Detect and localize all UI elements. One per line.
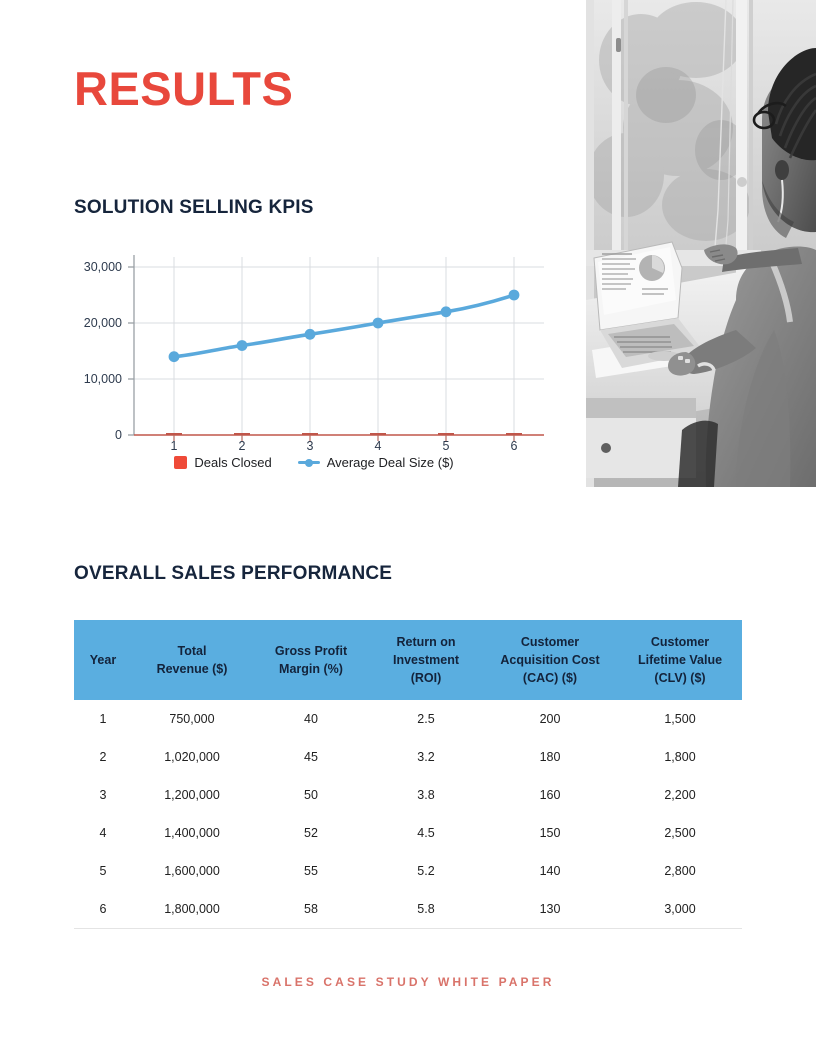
cell-clv: 3,000 xyxy=(618,890,742,929)
chart-gridlines-horizontal xyxy=(134,267,544,379)
legend-swatch-square-icon xyxy=(174,456,187,469)
chart-series-average-deal-size-line xyxy=(174,295,514,357)
table-row xyxy=(74,700,742,738)
legend-label-deals-closed: Deals Closed xyxy=(194,455,272,470)
chart-legend xyxy=(74,455,554,470)
column-header-gross-profit-margin xyxy=(252,620,370,700)
cell-roi: 4.5 xyxy=(417,826,435,841)
chart-x-tick-labels xyxy=(171,439,518,450)
cell-margin: 55 xyxy=(304,864,318,879)
chart-gridlines-vertical xyxy=(174,257,514,435)
x-tick-2: 2 xyxy=(238,439,246,450)
kpi-section-heading: SOLUTION SELLING KPIS xyxy=(74,197,314,218)
cell-year: 6 xyxy=(74,890,132,929)
x-tick-4: 4 xyxy=(374,439,382,450)
cell-margin: 40 xyxy=(304,712,318,727)
cell-revenue: 1,200,000 xyxy=(164,788,220,803)
cell-clv: 2,800 xyxy=(664,864,696,879)
table-header xyxy=(74,620,742,700)
cell-revenue: 1,800,000 xyxy=(132,890,252,929)
column-header-margin-line-2: Margin (%) xyxy=(279,662,343,677)
cell-roi: 3.2 xyxy=(417,750,435,765)
column-header-revenue-line-1: Total xyxy=(177,644,207,659)
table-row xyxy=(74,776,742,814)
solution-selling-kpis-chart xyxy=(74,245,554,500)
column-header-total-revenue xyxy=(132,620,252,700)
cell-revenue: 1,600,000 xyxy=(164,864,220,879)
cell-margin: 45 xyxy=(304,750,318,765)
x-tick-6: 6 xyxy=(510,439,518,450)
cell-year: 2 xyxy=(99,750,107,765)
cell-margin: 52 xyxy=(304,826,318,841)
column-header-customer-acquisition-cost xyxy=(482,620,618,700)
cell-clv: 1,800 xyxy=(664,750,696,765)
legend-item-average-deal-size[interactable] xyxy=(298,455,454,470)
column-header-cac-line-1: Customer xyxy=(520,635,580,649)
performance-section-heading: OVERALL SALES PERFORMANCE xyxy=(74,563,393,584)
chart-y-tick-labels xyxy=(84,260,122,442)
legend-label-average-deal-size: Average Deal Size ($) xyxy=(326,455,454,470)
x-tick-5: 5 xyxy=(442,439,450,450)
column-header-margin-line-1: Gross Profit xyxy=(274,644,348,659)
page-title: RESULTS xyxy=(74,62,294,115)
cell-year: 4 xyxy=(99,826,107,841)
overall-sales-performance-table-wrapper xyxy=(74,620,742,929)
y-tick-30000: 30,000 xyxy=(83,260,122,274)
hero-photo-illustration xyxy=(586,0,816,487)
column-header-customer-lifetime-value xyxy=(618,620,742,700)
cell-year: 5 xyxy=(99,864,107,879)
column-header-roi-line-2: Investment xyxy=(393,653,459,668)
cell-cac: 140 xyxy=(539,864,561,879)
chart-y-ticks xyxy=(128,267,134,435)
cell-roi: 3.8 xyxy=(417,788,435,803)
column-header-clv-line-2: Lifetime Value xyxy=(637,653,723,668)
y-tick-0: 0 xyxy=(115,428,122,442)
column-header-year xyxy=(74,620,132,700)
cell-cac: 200 xyxy=(539,712,561,727)
kpi-line-chart-svg xyxy=(74,245,554,450)
x-tick-3: 3 xyxy=(306,439,314,450)
table-body xyxy=(74,700,742,929)
table-header-row xyxy=(74,620,742,700)
legend-swatch-line-dot-icon xyxy=(298,456,320,469)
cell-revenue: 1,020,000 xyxy=(164,750,220,765)
y-tick-20000: 20,000 xyxy=(83,316,122,330)
column-header-roi-line-3: (ROI) xyxy=(410,671,442,686)
cell-roi: 5.8 xyxy=(370,890,482,929)
column-header-return-on-investment xyxy=(370,620,482,700)
legend-item-deals-closed[interactable] xyxy=(174,455,271,470)
cell-cac: 150 xyxy=(539,826,561,841)
x-tick-1: 1 xyxy=(170,439,178,450)
column-header-revenue-line-2: Revenue ($) xyxy=(156,662,228,677)
cell-roi: 5.2 xyxy=(417,864,435,879)
cell-clv: 2,200 xyxy=(664,788,696,803)
cell-revenue: 750,000 xyxy=(169,712,215,727)
cell-year: 3 xyxy=(99,788,107,803)
table-row xyxy=(74,738,742,776)
column-header-clv-line-3: (CLV) ($) xyxy=(654,671,706,686)
hero-photo xyxy=(586,0,816,487)
cell-clv: 1,500 xyxy=(664,712,696,727)
table-row xyxy=(74,890,742,929)
column-header-clv-line-1: Customer xyxy=(650,635,710,649)
overall-sales-performance-table xyxy=(74,620,742,929)
column-header-year-line-1: Year xyxy=(89,653,117,668)
cell-cac: 130 xyxy=(482,890,618,929)
y-tick-10000: 10,000 xyxy=(83,372,122,386)
cell-roi: 2.5 xyxy=(417,712,435,727)
column-header-cac-line-2: Acquisition Cost xyxy=(500,653,600,668)
column-header-roi-line-1: Return on xyxy=(396,635,456,649)
cell-year: 1 xyxy=(99,712,107,727)
cell-cac: 160 xyxy=(539,788,561,803)
table-row xyxy=(74,852,742,890)
cell-revenue: 1,400,000 xyxy=(164,826,220,841)
cell-margin: 50 xyxy=(304,788,318,803)
page-footer: SALES CASE STUDY WHITE PAPER xyxy=(261,975,555,989)
cell-cac: 180 xyxy=(539,750,561,765)
chart-series-average-deal-size-markers xyxy=(169,290,520,363)
table-row xyxy=(74,814,742,852)
column-header-cac-line-3: (CAC) ($) xyxy=(522,671,578,686)
cell-margin: 58 xyxy=(252,890,370,929)
chart-x-ticks xyxy=(174,435,514,441)
cell-clv: 2,500 xyxy=(664,826,696,841)
